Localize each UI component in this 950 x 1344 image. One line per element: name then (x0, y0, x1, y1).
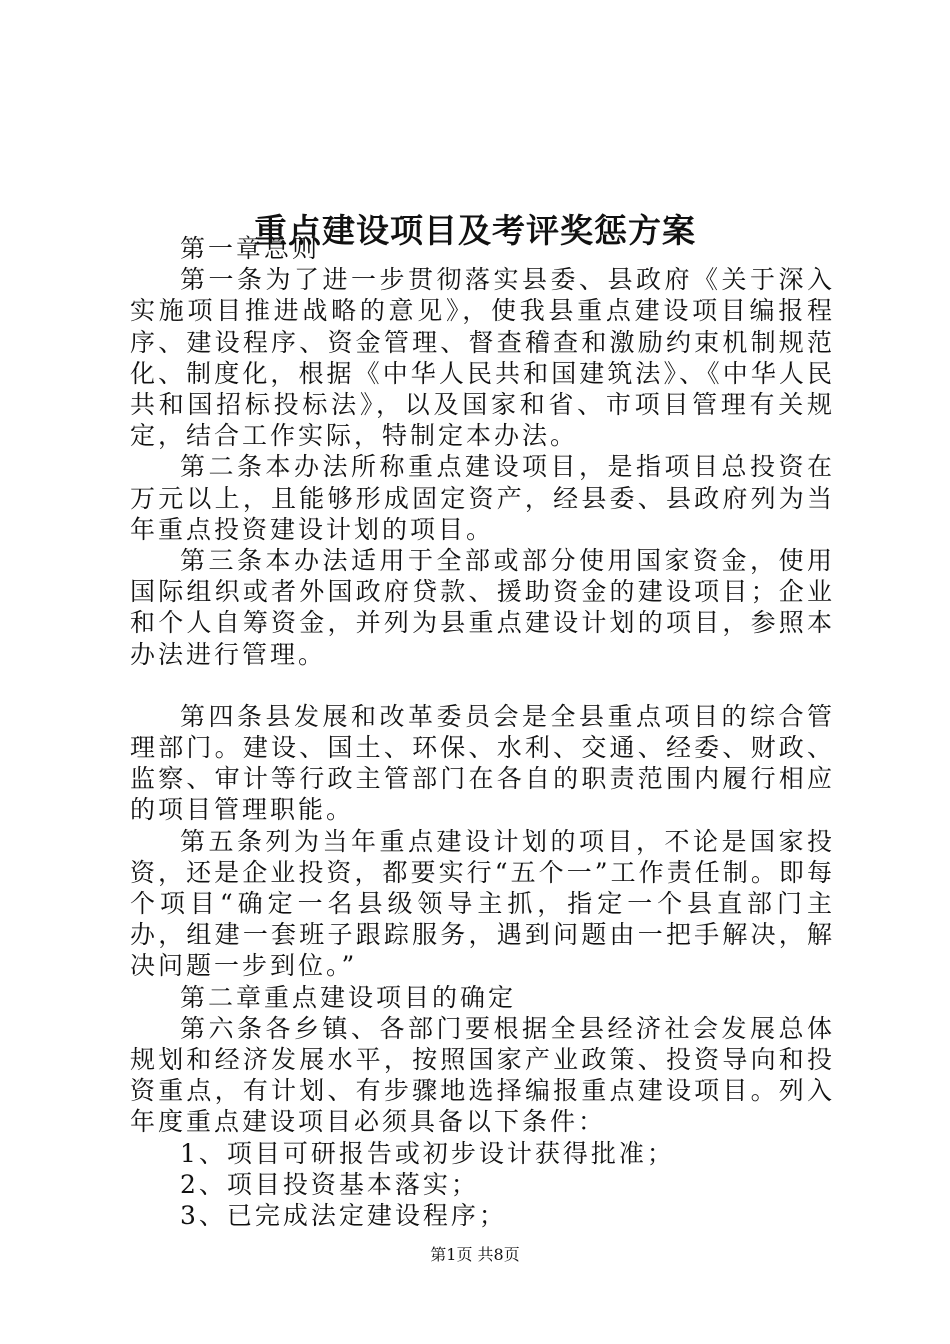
list-item: 2、项目投资基本落实； (180, 1169, 479, 1199)
document-title: 重点建设项目及考评奖惩方案 (254, 211, 696, 251)
article-paragraph: 第三条本办法适用于全部或部分使用国家资金，使用国际组织或者外国政府贷款、援助资金的建设项目；企业和个人自筹资金，并列为县重点建设计划的项目，参照本办法进行管理。 (130, 546, 835, 669)
list-item: 3、已完成法定建设程序； (180, 1201, 507, 1231)
article-paragraph: 第二条本办法所称重点建设项目，是指项目总投资在万元以上，且能够形成固定资产，经县委、县政府列为当年重点投资建设计划的项目。 (130, 452, 835, 544)
chapter-heading: 第一章总则 (180, 234, 321, 263)
article-paragraph: 第五条列为当年重点建设计划的项目，不论是国家投资，还是企业投资，都要实行“五个一”工作责任制。即每个项目“确定一名县级领导主抓，指定一个县直部门主办，组建一套班子跟踪服务，遇到问题由一把手解决，解决问题一步到位。” (130, 826, 835, 981)
page-footer: 第1页 共8页 (430, 1245, 520, 1264)
article-paragraph: 第一条为了进一步贯彻落实县委、县政府《关于深入实施项目推进战略的意见》，使我县重点建设项目编报程序、建设程序、资金管理、督查稽查和激励约束机制规范化、制度化，根据《中华人民共和国建筑法》、《中华人民共和国招标投标法》，以及国家和省、市项目管理有关规定，结合工作实际，特制定本办法。 (130, 265, 835, 451)
article-paragraph: 第四条县发展和改革委员会是全县重点项目的综合管理部门。建设、国土、环保、水利、交通、经委、财政、监察、审计等行政主管部门在各自的职责范围内履行相应的项目管理职能。 (130, 701, 835, 825)
document-body (130, 233, 835, 1231)
list-item: 1、项目可研报告或初步设计获得批准； (180, 1138, 675, 1168)
chapter-heading: 第二章重点建设项目的确定 (180, 982, 517, 1012)
article-paragraph: 第六条各乡镇、各部门要根据全县经济社会发展总体规划和经济发展水平，按照国家产业政策、投资导向和投资重点，有计划、有步骤地选择编报重点建设项目。列入年度重点建设项目必须具备以下条件： (130, 1013, 835, 1137)
